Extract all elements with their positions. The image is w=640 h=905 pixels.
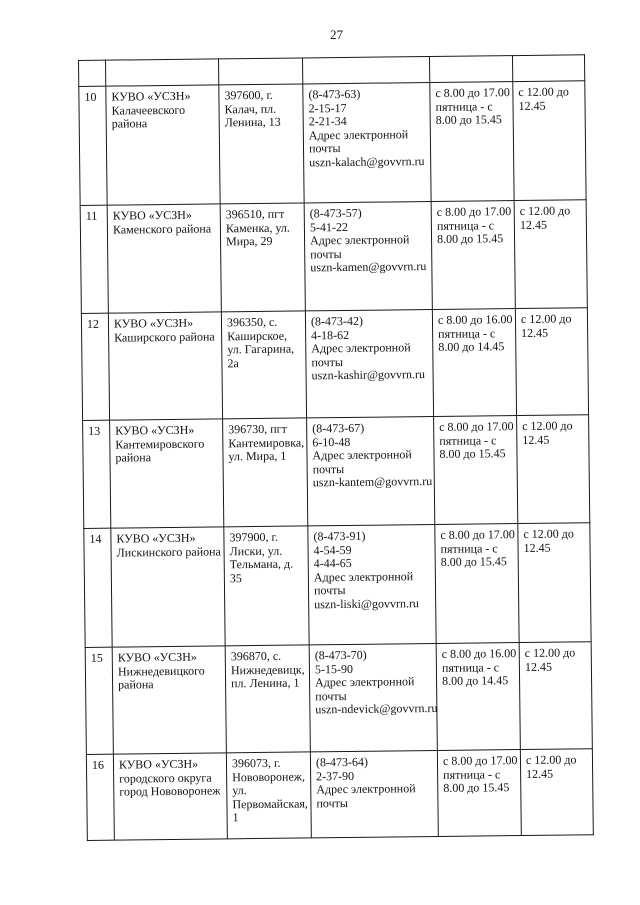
address-line: 396073, г. (231, 755, 281, 771)
row-number-cell (84, 528, 112, 647)
office-name-line: Каширского района (114, 329, 215, 345)
lunch-break-line: с 12.00 до (522, 418, 573, 433)
address-line: Каменка, ул. (225, 220, 290, 235)
lunch-break-cell (517, 415, 590, 524)
phone-number: 5-41-22 (309, 219, 348, 234)
lunch-break-cell (513, 81, 586, 201)
row-number-cell (86, 754, 114, 840)
address-line: Ленина, 13 (224, 114, 281, 130)
table-row (84, 523, 591, 648)
lunch-break-line: с 12.00 до (519, 203, 571, 218)
working-hours-line: пятница - с (443, 766, 501, 782)
header-cell (106, 59, 219, 86)
lunch-break-cell (514, 200, 587, 309)
phone-number: 4-54-59 (313, 542, 352, 557)
header-cell (429, 56, 512, 83)
address-line: 397900, г. (229, 529, 279, 545)
email-label-line: Адрес электронной (308, 127, 409, 143)
table-row (86, 749, 593, 841)
working-hours-line: пятница - с (440, 540, 498, 556)
address-line: Нововоронеж, (232, 769, 306, 784)
lunch-break-line: 12.45 (519, 217, 547, 232)
lunch-break-line: 12.45 (518, 98, 546, 113)
working-hours-line: пятница - с (439, 432, 497, 448)
office-name-cell (110, 419, 224, 528)
address-line: Нижнедевицк, (230, 662, 305, 677)
contacts-cell (309, 643, 437, 751)
address-cell (225, 645, 310, 753)
row-number-cell (80, 205, 108, 313)
offices-table-wrapper (78, 54, 593, 841)
working-hours-line: 8.00 до 14.45 (441, 673, 509, 689)
phone-number: 2-15-17 (308, 100, 347, 115)
working-hours-cell (431, 201, 515, 310)
working-hours-line: с 8.00 до 16.00 (437, 312, 513, 327)
address-cell (226, 752, 311, 839)
office-name-line: город Нововоронеж (119, 783, 221, 799)
working-hours-cell (432, 309, 516, 417)
working-hours-cell (437, 750, 521, 837)
office-name-line: городского округа (119, 770, 212, 786)
lunch-break-cell (519, 642, 592, 750)
lunch-break-line: 12.45 (526, 766, 554, 781)
email-label-line: Адрес электронной (309, 232, 410, 248)
address-line: Кантемировка, (228, 435, 305, 450)
table-row (83, 415, 590, 529)
office-name-line: Нижнедевицкого (117, 663, 205, 679)
address-line: 1 (232, 810, 239, 825)
working-hours-line: 8.00 до 14.45 (438, 339, 505, 355)
email-label-line: почты (311, 354, 343, 370)
address-line: ул. (232, 783, 247, 798)
phone-number: (8-473-70) (314, 647, 367, 663)
row-number-cell (85, 647, 113, 754)
lunch-break-line: 12.45 (524, 659, 552, 674)
office-name-cell (106, 85, 220, 205)
working-hours-line: с 8.00 до 17.00 (439, 419, 514, 434)
header-cell (302, 57, 429, 84)
row-number: 11 (85, 208, 98, 223)
office-name-cell (112, 646, 226, 754)
lunch-break-line: 12.45 (523, 540, 551, 555)
office-name-line: КУВО «УСЗН» (116, 530, 196, 546)
email-label-line: почты (316, 795, 348, 811)
email-address: uszn-liski@govvrn.ru (314, 596, 419, 612)
email-address: uszn-kamen@govvrn.ru (310, 259, 427, 275)
contacts-cell (307, 416, 435, 525)
working-hours-cell (436, 643, 520, 751)
working-hours-line: пятница - с (436, 217, 495, 233)
email-label-line: Адрес электронной (314, 674, 415, 690)
address-line: 396350, с. (226, 314, 278, 330)
office-name-line: КУВО «УСЗН» (115, 422, 195, 438)
office-name-cell (108, 312, 222, 420)
working-hours-cell (430, 82, 514, 202)
address-cell (223, 418, 308, 527)
email-label-line: Адрес электронной (312, 447, 412, 463)
header-cell (218, 58, 302, 85)
office-name-line: Кантемировского (115, 436, 205, 452)
address-line: ул. Гагарина, (227, 341, 295, 357)
phone-number: (8-473-64) (315, 754, 369, 770)
lunch-break-line: с 12.00 до (523, 526, 574, 541)
phone-number: 4-44-65 (313, 556, 352, 571)
contacts-cell (308, 524, 436, 644)
working-hours-line: с 8.00 до 17.00 (436, 204, 512, 219)
table-row (85, 642, 592, 755)
email-label-line: почты (315, 688, 347, 704)
office-name-line: Калачеевского (111, 102, 186, 118)
phone-number: 2-21-34 (308, 114, 347, 129)
header-cell (79, 60, 106, 86)
lunch-break-cell (515, 308, 588, 416)
phone-number: 2-37-90 (316, 768, 355, 783)
working-hours-line: с 8.00 до 16.00 (441, 646, 517, 661)
phone-number: 6-10-48 (312, 434, 351, 449)
office-name-line: района (111, 116, 148, 131)
office-name-line: района (118, 677, 154, 692)
office-name-line: района (115, 450, 152, 465)
office-name-line: КУВО «УСЗН» (112, 207, 192, 223)
address-line: Лиски, ул. (229, 543, 283, 558)
address-line: 35 (229, 570, 242, 586)
email-address: uszn-kashir@govvrn.ru (311, 367, 426, 383)
header-cell (512, 55, 584, 82)
row-number-cell (81, 313, 109, 420)
working-hours-line: пятница - с (438, 325, 496, 341)
address-line: Каширское, (227, 328, 288, 343)
lunch-break-line: 12.45 (521, 325, 549, 340)
email-address: uszn-ndevick@govvrn.ru (315, 701, 438, 717)
working-hours-line: 8.00 до 15.45 (443, 780, 510, 796)
contacts-cell (305, 309, 433, 417)
row-number: 12 (86, 316, 100, 331)
office-name-line: Лискинского района (116, 544, 221, 560)
address-line: 397600, г. (224, 87, 274, 103)
email-label-line: почты (313, 583, 346, 598)
address-line: 396510, пгт (225, 206, 285, 222)
email-label-line: Адрес электронной (316, 781, 416, 797)
row-number: 13 (88, 423, 101, 438)
working-hours-line: 8.00 до 15.45 (435, 112, 502, 128)
address-cell (224, 526, 309, 646)
email-label-line: почты (308, 141, 341, 156)
row-number-cell (79, 86, 107, 205)
lunch-break-line: 12.45 (522, 432, 550, 447)
address-line: Калач, пл. (224, 101, 277, 116)
working-hours-cell (435, 524, 519, 644)
address-line: пл. Ленина, 1 (231, 675, 300, 691)
lunch-break-line: с 12.00 до (518, 84, 569, 100)
contacts-cell (303, 83, 431, 203)
address-line: Мира, 29 (225, 233, 273, 249)
phone-number: (8-473-67) (312, 420, 365, 436)
office-name-line: КУВО «УСЗН» (117, 649, 197, 665)
row-number: 14 (89, 531, 102, 546)
table-row (81, 308, 588, 421)
phone-number: 4-18-62 (311, 327, 350, 342)
lunch-break-line: с 12.00 до (520, 311, 572, 326)
phone-number: (8-473-57) (309, 205, 362, 221)
address-line: Первомайская, (232, 796, 308, 812)
email-address: uszn-kalach@govvrn.ru (309, 154, 425, 170)
row-number: 16 (91, 757, 105, 772)
row-number-cell (83, 420, 111, 528)
address-cell (221, 311, 306, 419)
address-cell (219, 84, 304, 204)
phone-number: 5-15-90 (314, 661, 354, 676)
email-address: uszn-kantem@govvrn.ru (312, 474, 433, 490)
address-line: 2а (227, 355, 239, 371)
working-hours-line: 8.00 до 15.45 (440, 554, 507, 570)
table-row (80, 200, 587, 314)
address-line: Тельмана, д. (229, 556, 294, 572)
email-label-line: почты (312, 461, 345, 477)
row-number: 15 (90, 650, 103, 665)
offices-table (78, 54, 594, 841)
office-name-line: КУВО «УСЗН» (113, 315, 194, 331)
address-cell (220, 203, 305, 312)
office-name-line: КУВО «УСЗН» (118, 756, 199, 772)
email-label-line: Адрес электронной (313, 569, 414, 585)
table-body (79, 81, 594, 841)
address-line: 396870, с. (230, 648, 282, 664)
row-number: 10 (84, 89, 97, 104)
working-hours-line: пятница - с (435, 98, 493, 114)
working-hours-cell (434, 416, 518, 525)
office-name-cell (107, 204, 221, 313)
page-number: 27 (330, 27, 343, 42)
lunch-break-line: с 12.00 до (524, 645, 576, 660)
phone-number: (8-473-42) (310, 313, 364, 329)
working-hours-line: с 8.00 до 17.00 (435, 85, 510, 100)
address-line: ул. Мира, 1 (228, 448, 287, 464)
working-hours-line: пятница - с (441, 659, 500, 675)
table-row (79, 81, 586, 206)
lunch-break-cell (520, 749, 593, 836)
working-hours-line: 8.00 до 15.45 (439, 446, 506, 462)
address-line: 396730, пгт (228, 421, 287, 437)
contacts-cell (304, 202, 432, 311)
working-hours-line: с 8.00 до 17.00 (440, 527, 515, 542)
lunch-break-cell (518, 523, 591, 643)
phone-number: (8-473-91) (313, 528, 366, 544)
office-name-line: КУВО «УСЗН» (111, 88, 191, 104)
office-name-cell (113, 753, 227, 840)
working-hours-line: 8.00 до 15.45 (436, 231, 504, 247)
lunch-break-line: с 12.00 до (525, 752, 577, 767)
office-name-line: Каменского района (112, 221, 212, 237)
phone-number: (8-473-63) (308, 86, 361, 102)
email-label-line: Адрес электронной (311, 340, 411, 356)
working-hours-line: с 8.00 до 17.00 (442, 753, 518, 768)
contacts-cell (310, 750, 438, 837)
email-label-line: почты (310, 246, 342, 262)
office-name-cell (111, 527, 225, 647)
